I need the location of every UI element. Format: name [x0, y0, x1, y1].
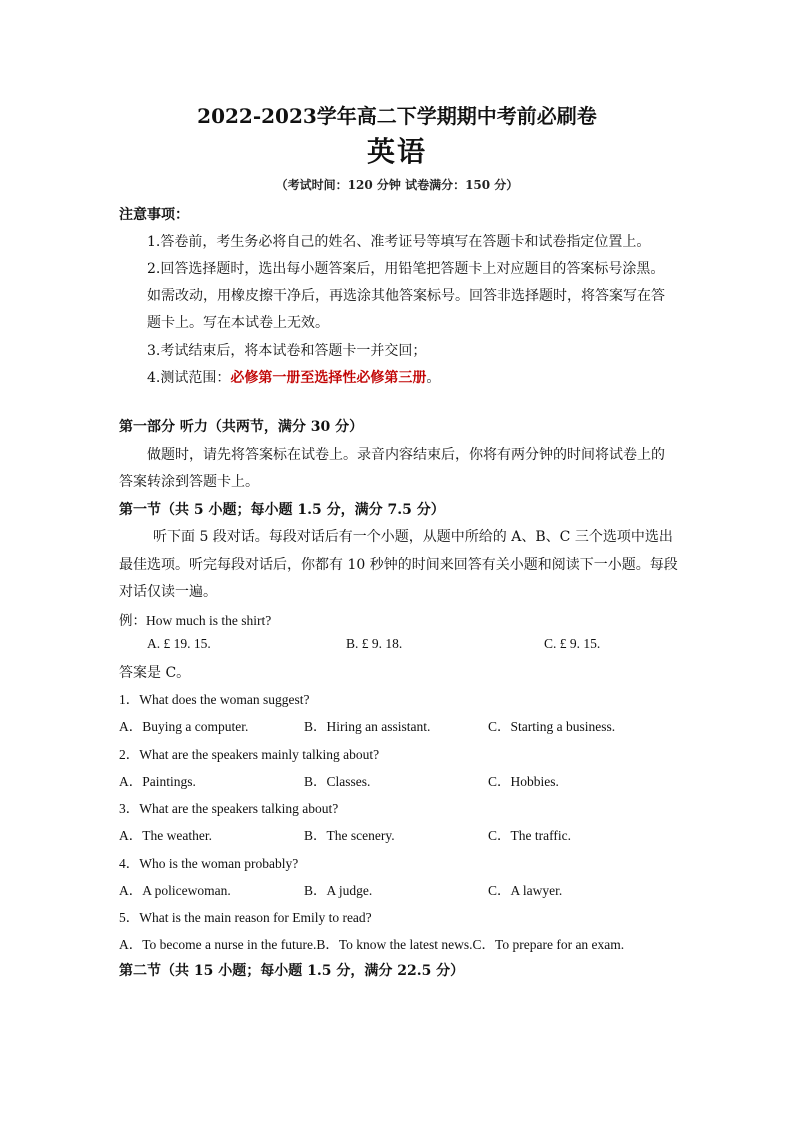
question-1-option-a: A．Buying a computer. — [119, 719, 249, 734]
question-5-option-b: B．To know the latest news. — [316, 937, 473, 952]
part1-heading: 第一部分 听力（共两节，满分 30 分） — [119, 419, 364, 435]
notice-item-4-suffix: 。 — [426, 370, 441, 386]
question-2-option-b: B．Classes. — [304, 774, 371, 789]
section1-intro-line-3: 对话仅读一遍。 — [119, 584, 217, 600]
question-5-option-c: C．To prepare for an exam. — [472, 937, 625, 952]
notice-item-4 — [147, 367, 440, 387]
question-5-options — [119, 933, 624, 953]
test-range: 必修第一册至选择性必修第三册 — [230, 370, 427, 386]
question-1-option-c: C．Starting a business. — [488, 719, 616, 734]
question-4-option-c: C．A lawyer. — [488, 883, 563, 898]
question-2-option-a: A．Paintings. — [119, 774, 196, 789]
question-4-option-b: B．A judge. — [304, 883, 373, 898]
notice-item-1: 1.答卷前，考生务必将自己的姓名、准考证号等填写在答题卡和试卷指定位置上。 — [147, 234, 651, 250]
notice-item-4-prefix: 4.测试范围： — [147, 370, 231, 386]
section1-heading: 第一节（共 5 小题；每小题 1.5 分，满分 7.5 分） — [119, 502, 445, 518]
notice-item-3: 3.考试结束后，将本试卷和答题卡一并交回； — [147, 343, 427, 359]
question-1-option-b: B．Hiring an assistant. — [304, 719, 431, 734]
example-option-b: B. £ 9. 18. — [346, 636, 403, 651]
question-3-option-a: A．The weather. — [119, 828, 212, 843]
exam-info: （考试时间：120 分钟 试卷满分：150 分） — [275, 178, 519, 192]
notice-item-2-line-3: 题卡上。写在本试卷上无效。 — [147, 315, 329, 331]
example-answer: 答案是 C。 — [119, 665, 191, 681]
subject-title: 英语 — [366, 135, 427, 168]
exam-title: 2022-2023学年高二下学期期中考前必刷卷 — [197, 104, 597, 128]
part1-intro-line-1: 做题时，请先将答案标在试卷上。录音内容结束后，你将有两分钟的时间将试卷上的 — [147, 447, 665, 463]
notice-item-2-line-1: 2.回答选择题时，选出每小题答案后，用铅笔把答题卡上对应题目的答案标号涂黑。 — [147, 261, 665, 277]
question-1: 1．What does the woman suggest? — [119, 692, 310, 707]
part1-intro-line-2: 答案转涂到答题卡上。 — [119, 474, 259, 490]
question-3-option-b: B．The scenery. — [304, 828, 395, 843]
section1-intro-line-2: 最佳选项。听完每段对话后，你都有 10 秒钟的时间来回答有关小题和阅读下一小题。每段 — [119, 557, 678, 573]
question-4: 4．Who is the woman probably? — [119, 856, 299, 871]
question-3: 3．What are the speakers talking about? — [119, 801, 339, 816]
example-option-c: C. £ 9. 15. — [544, 636, 601, 651]
example-option-a: A. £ 19. 15. — [147, 636, 211, 651]
question-3-option-c: C．The traffic. — [488, 828, 571, 843]
notice-item-2-line-2: 如需改动，用橡皮擦干净后，再选涂其他答案标号。回答非选择题时，将答案写在答 — [147, 288, 665, 304]
question-4-option-a: A．A policewoman. — [119, 883, 231, 898]
notice-heading: 注意事项： — [119, 207, 189, 223]
question-2: 2．What are the speakers mainly talking about? — [119, 747, 380, 762]
question-5-option-a: A．To become a nurse in the future. — [119, 937, 317, 952]
section1-intro-line-1: 听下面 5 段对话。每段对话后有一个小题，从题中所给的 A、B、C 三个选项中选出 — [153, 529, 673, 545]
section2-heading: 第二节（共 15 小题；每小题 1.5 分，满分 22.5 分） — [119, 963, 465, 979]
example-question: 例：How much is the shirt? — [119, 613, 272, 628]
question-5: 5．What is the main reason for Emily to read? — [119, 910, 372, 925]
question-2-option-c: C．Hobbies. — [488, 774, 559, 789]
